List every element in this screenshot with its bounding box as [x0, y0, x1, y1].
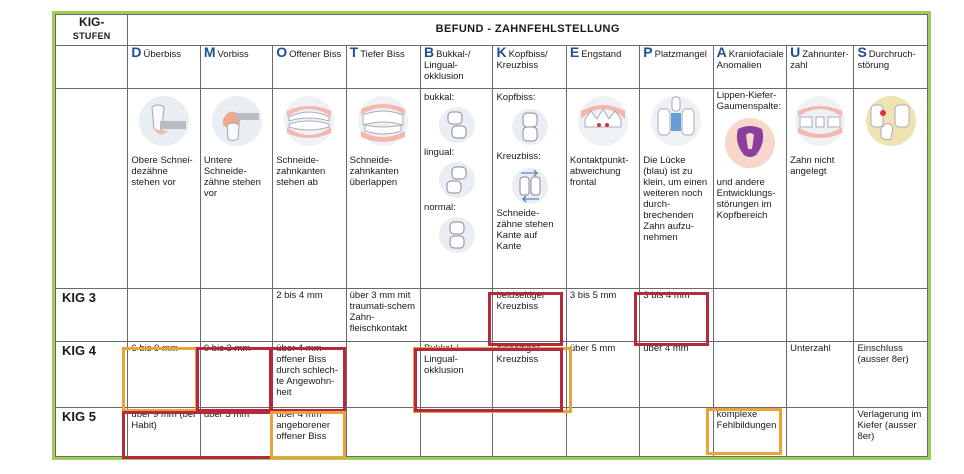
illustration-row [56, 88, 928, 289]
cell-t-illustration: Schneide-zahnkanten überlappen [346, 88, 420, 289]
kig3-row: KIG 3 2 bis 4 mm über 3 mm mit traumati-schem Zahn-fleischkontakt beidseitiger Kreuzbiss 3 bis 5 mm 3 bis 4 mm [56, 289, 928, 342]
kig4-row: KIG 4 6 bis 9 mm 0 bis 3 mm über 4 mm offener Biss durch schlech-te Angewohn-heit Bukkal-/ Lingual-okklusion einseitiger Kreuzbiss über 5 mm über 4 mm Unterzahl Einschluss (ausser 8er) [56, 342, 928, 407]
deep-bite-icon [350, 93, 417, 149]
row-label-kig5: KIG 5 [56, 407, 128, 456]
col-head-p: P Platzmangel [640, 45, 713, 88]
cell-e-illustration: Kontaktpunkt-abweichung frontal [566, 88, 639, 289]
buccal-occlusion-icon [424, 105, 489, 145]
impacted-tooth-icon [857, 93, 924, 149]
col-head-t: T Tiefer Biss [346, 45, 420, 88]
cell-a-illustration: Lippen-Kiefer-Gaumenspalte: und andere Entwicklungs-störungen im Kopfbereich [713, 88, 786, 289]
row-label-kig4: KIG 4 [56, 342, 128, 407]
crossbite-icon [496, 164, 562, 208]
cell-p-illustration: Die Lücke (blau) ist zu klein, um einen weiteren noch durch-brechenden Zahn aufzu-nehmen [640, 88, 713, 289]
space-deficiency-icon [643, 93, 709, 149]
edge-bite-icon [496, 105, 562, 149]
col-head-o: O Offener Biss [273, 45, 346, 88]
col-head-e: E Engstand [566, 45, 639, 88]
kig-stufen-header: KIG- STUFEN [56, 15, 128, 46]
col-head-k: K Kopfbiss/ Kreuzbiss [493, 45, 566, 88]
tooth-underbite-icon [204, 93, 269, 149]
col-head-u: U Zahnunter-zahl [787, 45, 854, 88]
cell-o-illustration: Schneide-zahnkanten stehen ab [273, 88, 346, 289]
col-head-d: D Überbiss [128, 45, 200, 88]
cell-u-illustration: Zahn nicht angelegt [787, 88, 854, 289]
cell-m-illustration: Untere Schneide-zähne stehen vor [200, 88, 272, 289]
cell-b-illustration: bukkal: lingual: normal: [421, 88, 493, 289]
cell-d-illustration: Obere Schnei-dezähne stehen vor [128, 88, 200, 289]
col-head-a: A Kraniofaciale Anomalien [713, 45, 786, 88]
open-bite-icon [276, 93, 342, 149]
cell-k-illustration: Kopfbiss: Kreuzbiss: Schneide-zähne stehen Kante auf Kante [493, 88, 566, 289]
col-head-s: S Durchruch-störung [854, 45, 928, 88]
befund-header: BEFUND - ZAHNFEHLSTELLUNG [128, 15, 928, 46]
cleft-palate-icon [717, 115, 783, 171]
kig-table [55, 14, 928, 457]
kig5-row: KIG 5 über 9 mm (bei Habit) über 3 mm über 4 mm angeborener offener Biss komplexe Fehlbildungen Verlagerung im Kiefer (ausser 8er) [56, 407, 928, 456]
column-header-row [56, 45, 928, 88]
crowding-icon [570, 93, 636, 149]
cell-s-illustration [854, 88, 928, 289]
col-head-m: M Vorbiss [200, 45, 272, 88]
col-head-b: B Bukkal-/ Lingual-okklusion [421, 45, 493, 88]
lingual-occlusion-icon [424, 160, 489, 200]
row-label-kig3: KIG 3 [56, 289, 128, 342]
missing-tooth-icon [790, 93, 850, 149]
normal-occlusion-icon [424, 215, 489, 255]
tooth-overbite-icon [131, 93, 196, 149]
